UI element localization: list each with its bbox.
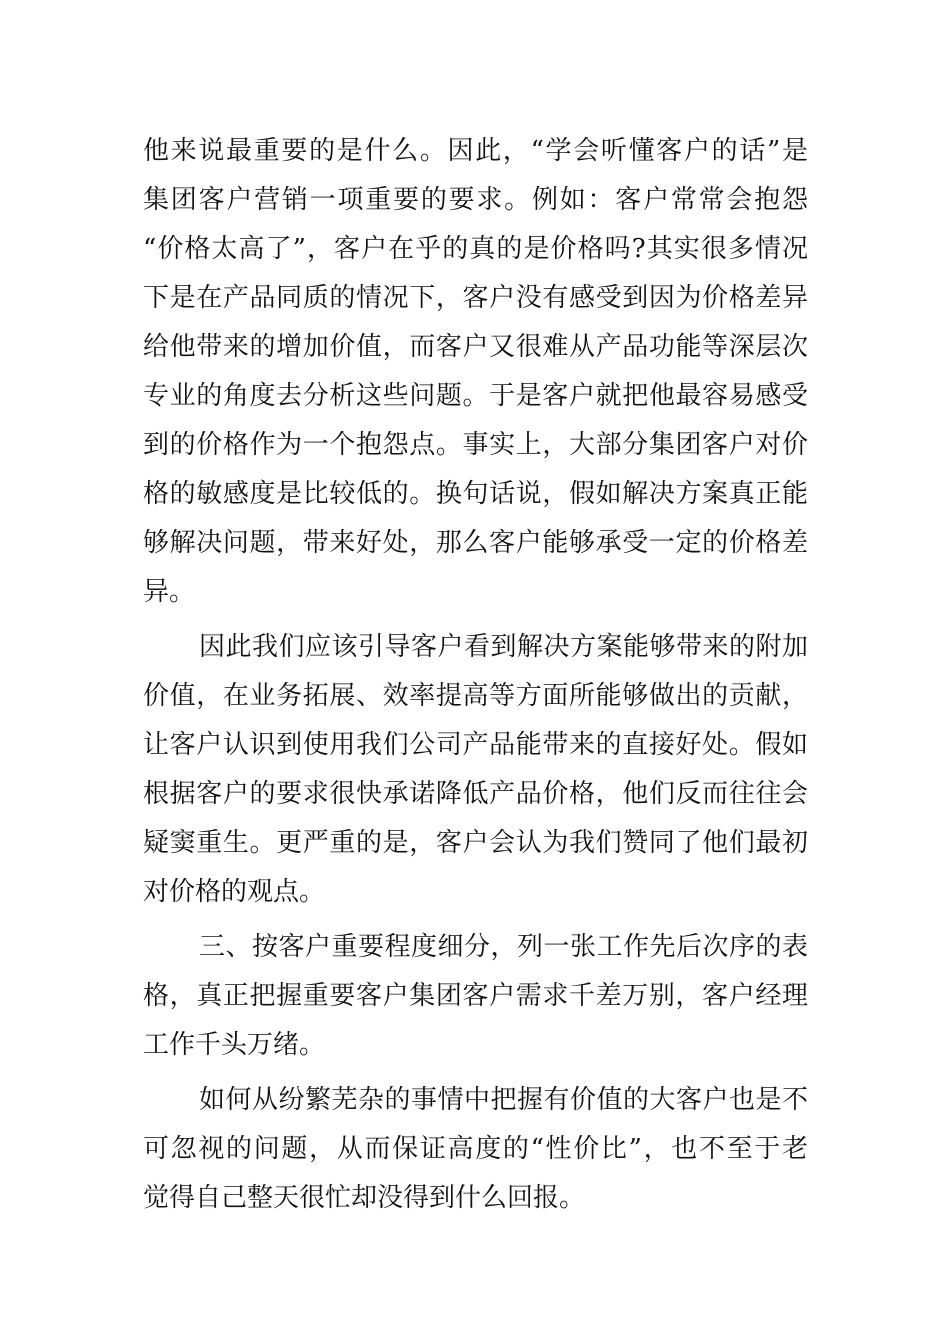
paragraph-4-line-1: 如何从纷繁芜杂的事情中把握有价值的大客户也是不 bbox=[199, 1085, 808, 1115]
paragraph-2-line-2: 价值，在业务拓展、效率提高等方面所能够做出的贡献， bbox=[143, 681, 808, 711]
paragraph-2-line-1: 因此我们应该引导客户看到解决方案能够带来的附加 bbox=[199, 632, 808, 662]
paragraph-2-line-6: 对价格的观点。 bbox=[143, 877, 326, 907]
paragraph-1-line-8: 格的敏感度是比较低的。换句话说，假如解决方案真正能 bbox=[143, 479, 808, 509]
paragraph-3-line-3: 工作千头万绪。 bbox=[143, 1030, 326, 1060]
paragraph-1-line-2: 集团客户营销一项重要的要求。例如：客户常常会抱怨 bbox=[143, 185, 808, 215]
paragraph-2-line-4: 根据客户的要求很快承诺降低产品价格，他们反而往往会 bbox=[143, 779, 808, 809]
paragraph-1-line-4: 下是在产品同质的情况下，客户没有感受到因为价格差异 bbox=[143, 283, 808, 313]
paragraph-1-line-10: 异。 bbox=[143, 577, 196, 607]
paragraph-2-line-3: 让客户认识到使用我们公司产品能带来的直接好处。假如 bbox=[143, 730, 808, 760]
paragraph-4-line-3: 觉得自己整天很忙却没得到什么回报。 bbox=[143, 1183, 586, 1213]
paragraph-1-line-7: 到的价格作为一个抱怨点。事实上，大部分集团客户对价 bbox=[143, 430, 808, 460]
paragraph-4-line-2: 可忽视的问题，从而保证高度的“性价比”，也不至于老 bbox=[143, 1134, 808, 1164]
paragraph-1-line-3: “价格太高了”，客户在乎的真的是价格吗?其实很多情况 bbox=[143, 234, 808, 264]
paragraph-2-line-5: 疑窦重生。更严重的是，客户会认为我们赞同了他们最初 bbox=[143, 828, 808, 858]
paragraph-3-line-1: 三、按客户重要程度细分，列一张工作先后次序的表 bbox=[199, 932, 808, 962]
paragraph-1-line-1: 他来说最重要的是什么。因此，“学会听懂客户的话”是 bbox=[143, 136, 808, 166]
paragraph-1-line-9: 够解决问题，带来好处，那么客户能够承受一定的价格差 bbox=[143, 528, 808, 558]
paragraph-1-line-6: 专业的角度去分析这些问题。于是客户就把他最容易感受 bbox=[143, 381, 808, 411]
paragraph-3-line-2: 格，真正把握重要客户集团客户需求千差万别，客户经理 bbox=[143, 981, 808, 1011]
paragraph-1-line-5: 给他带来的增加价值，而客户又很难从产品功能等深层次 bbox=[143, 332, 808, 362]
